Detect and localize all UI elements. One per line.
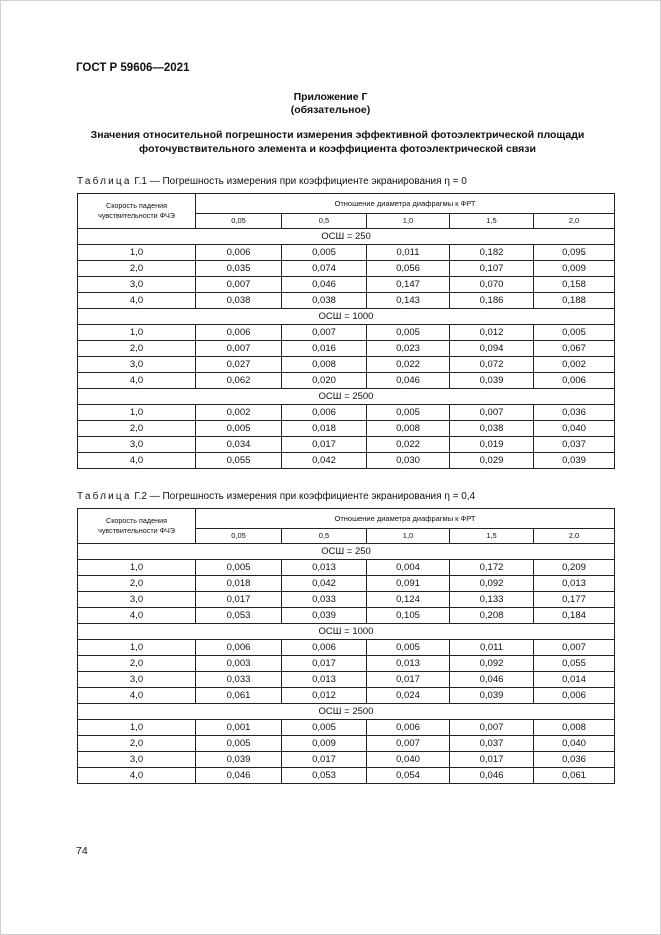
value-cell: 0,029 <box>450 453 534 469</box>
value-cell: 0,092 <box>450 656 534 672</box>
diameter-cell: 2,0 <box>534 529 615 544</box>
value-cell: 0,039 <box>196 752 282 768</box>
value-cell: 0,092 <box>450 576 534 592</box>
value-cell: 0,184 <box>534 608 615 624</box>
value-cell: 0,046 <box>450 672 534 688</box>
value-cell: 0,055 <box>196 453 282 469</box>
value-cell: 0,009 <box>534 261 615 277</box>
rate-cell: 1,0 <box>78 640 196 656</box>
value-cell: 0,001 <box>196 720 282 736</box>
value-cell: 0,037 <box>534 437 615 453</box>
value-cell: 0,208 <box>450 608 534 624</box>
rate-cell: 3,0 <box>78 672 196 688</box>
value-cell: 0,046 <box>367 373 450 389</box>
table-row <box>78 261 615 277</box>
table-row <box>78 293 615 309</box>
value-cell: 0,053 <box>196 608 282 624</box>
rate-cell: 3,0 <box>78 592 196 608</box>
row-header-cell: Скорость падения чувствительности ФЧЭ <box>78 194 196 229</box>
rate-cell: 2,0 <box>78 341 196 357</box>
value-cell: 0,182 <box>450 245 534 261</box>
table-row <box>78 405 615 421</box>
rate-cell: 4,0 <box>78 453 196 469</box>
value-cell: 0,033 <box>196 672 282 688</box>
value-cell: 0,039 <box>534 453 615 469</box>
group-row <box>78 704 615 720</box>
rate-cell: 4,0 <box>78 688 196 704</box>
rate-cell: 1,0 <box>78 720 196 736</box>
diameter-cell: 1,0 <box>367 214 450 229</box>
page-number: 74 <box>76 845 88 857</box>
value-cell: 0,042 <box>282 453 367 469</box>
value-cell: 0,124 <box>367 592 450 608</box>
value-cell: 0,005 <box>534 325 615 341</box>
diameter-cell: 0,5 <box>282 214 367 229</box>
row-header-cell: Скорость падения чувствительности ФЧЭ <box>78 509 196 544</box>
value-cell: 0,186 <box>450 293 534 309</box>
rate-cell: 2,0 <box>78 576 196 592</box>
rate-cell: 1,0 <box>78 325 196 341</box>
value-cell: 0,005 <box>367 405 450 421</box>
appendix-label: Приложение Г <box>293 91 368 103</box>
value-cell: 0,033 <box>282 592 367 608</box>
group-label-cell: ОСШ = 2500 <box>78 704 615 720</box>
value-cell: 0,006 <box>534 688 615 704</box>
diameter-cell: 1,0 <box>367 529 450 544</box>
value-cell: 0,006 <box>282 405 367 421</box>
value-cell: 0,070 <box>450 277 534 293</box>
value-cell: 0,036 <box>534 752 615 768</box>
value-cell: 0,091 <box>367 576 450 592</box>
table-row <box>78 576 615 592</box>
value-cell: 0,013 <box>282 672 367 688</box>
value-cell: 0,054 <box>367 768 450 784</box>
value-cell: 0,020 <box>282 373 367 389</box>
value-cell: 0,056 <box>367 261 450 277</box>
value-cell: 0,039 <box>282 608 367 624</box>
value-cell: 0,006 <box>282 640 367 656</box>
appendix-title <box>0 91 661 117</box>
group-row <box>78 544 615 560</box>
appendix-status: (обязательное) <box>290 104 371 116</box>
rate-cell: 4,0 <box>78 293 196 309</box>
table-row <box>78 752 615 768</box>
value-cell: 0,017 <box>196 592 282 608</box>
value-cell: 0,017 <box>450 752 534 768</box>
value-cell: 0,040 <box>534 736 615 752</box>
table-g2 <box>77 508 615 784</box>
value-cell: 0,188 <box>534 293 615 309</box>
table-row <box>78 341 615 357</box>
table-row <box>78 608 615 624</box>
diameter-cell: 0,05 <box>196 214 282 229</box>
group-row <box>78 229 615 245</box>
value-cell: 0,018 <box>282 421 367 437</box>
value-cell: 0,007 <box>196 277 282 293</box>
value-cell: 0,018 <box>196 576 282 592</box>
value-cell: 0,005 <box>282 720 367 736</box>
diameter-cell: 0,5 <box>282 529 367 544</box>
value-cell: 0,017 <box>282 752 367 768</box>
rate-cell: 1,0 <box>78 405 196 421</box>
value-cell: 0,007 <box>282 325 367 341</box>
value-cell: 0,017 <box>367 672 450 688</box>
table-row <box>78 437 615 453</box>
group-row <box>78 309 615 325</box>
section-title-line1: Значения относительной погрешности измерения эффективной фотоэлектрической площади <box>90 129 585 141</box>
value-cell: 0,023 <box>367 341 450 357</box>
table-row <box>78 357 615 373</box>
value-cell: 0,002 <box>534 357 615 373</box>
value-cell: 0,172 <box>450 560 534 576</box>
column-header-cell: Отношение диаметра диафрагмы к ФРТ <box>196 194 615 214</box>
group-label-cell: ОСШ = 250 <box>78 544 615 560</box>
table-row <box>78 592 615 608</box>
standard-header: ГОСТ Р 59606—2021 <box>76 62 190 74</box>
table-row <box>78 560 615 576</box>
value-cell: 0,107 <box>450 261 534 277</box>
value-cell: 0,062 <box>196 373 282 389</box>
value-cell: 0,143 <box>367 293 450 309</box>
group-row <box>78 389 615 405</box>
value-cell: 0,105 <box>367 608 450 624</box>
table-row <box>78 325 615 341</box>
value-cell: 0,011 <box>450 640 534 656</box>
value-cell: 0,007 <box>450 405 534 421</box>
value-cell: 0,030 <box>367 453 450 469</box>
rate-cell: 4,0 <box>78 768 196 784</box>
value-cell: 0,094 <box>450 341 534 357</box>
rate-cell: 3,0 <box>78 752 196 768</box>
value-cell: 0,158 <box>534 277 615 293</box>
rate-cell: 4,0 <box>78 608 196 624</box>
value-cell: 0,095 <box>534 245 615 261</box>
section-title-line2: фоточувствительного элемента и коэффициента фотоэлектрической связи <box>139 143 536 155</box>
rate-cell: 2,0 <box>78 421 196 437</box>
value-cell: 0,067 <box>534 341 615 357</box>
diameter-cell: 1,5 <box>450 214 534 229</box>
value-cell: 0,036 <box>534 405 615 421</box>
value-cell: 0,046 <box>450 768 534 784</box>
value-cell: 0,014 <box>534 672 615 688</box>
value-cell: 0,007 <box>196 341 282 357</box>
value-cell: 0,013 <box>367 656 450 672</box>
table-row <box>78 672 615 688</box>
value-cell: 0,004 <box>367 560 450 576</box>
table-row <box>78 656 615 672</box>
value-cell: 0,011 <box>367 245 450 261</box>
value-cell: 0,039 <box>450 688 534 704</box>
group-label-cell: ОСШ = 1000 <box>78 624 615 640</box>
table-row <box>78 277 615 293</box>
value-cell: 0,005 <box>196 421 282 437</box>
diameter-cell: 0,05 <box>196 529 282 544</box>
value-cell: 0,009 <box>282 736 367 752</box>
group-row <box>78 624 615 640</box>
value-cell: 0,019 <box>450 437 534 453</box>
rate-cell: 1,0 <box>78 560 196 576</box>
section-title <box>60 128 615 156</box>
value-cell: 0,012 <box>450 325 534 341</box>
value-cell: 0,209 <box>534 560 615 576</box>
table-g2-caption <box>77 491 475 502</box>
value-cell: 0,040 <box>367 752 450 768</box>
value-cell: 0,074 <box>282 261 367 277</box>
value-cell: 0,038 <box>196 293 282 309</box>
table-row <box>78 736 615 752</box>
table-g1-caption-prefix: Таблица <box>77 176 132 187</box>
table-row <box>78 640 615 656</box>
column-header-cell: Отношение диаметра диафрагмы к ФРТ <box>196 509 615 529</box>
value-cell: 0,061 <box>534 768 615 784</box>
table-row <box>78 453 615 469</box>
value-cell: 0,007 <box>534 640 615 656</box>
rate-cell: 2,0 <box>78 656 196 672</box>
table-row <box>78 245 615 261</box>
table-g1 <box>77 193 615 469</box>
value-cell: 0,005 <box>282 245 367 261</box>
value-cell: 0,055 <box>534 656 615 672</box>
table-g2-caption-prefix: Таблица <box>77 491 132 502</box>
value-cell: 0,147 <box>367 277 450 293</box>
table-g2-caption-text: Г.2 — Погрешность измерения при коэффициенте экранирования η = 0,4 <box>131 491 476 502</box>
table-g1-caption-text: Г.1 — Погрешность измерения при коэффициенте экранирования η = 0 <box>131 176 467 187</box>
group-label-cell: ОСШ = 250 <box>78 229 615 245</box>
value-cell: 0,046 <box>282 277 367 293</box>
rate-cell: 3,0 <box>78 277 196 293</box>
value-cell: 0,022 <box>367 357 450 373</box>
value-cell: 0,177 <box>534 592 615 608</box>
value-cell: 0,008 <box>282 357 367 373</box>
rate-cell: 1,0 <box>78 245 196 261</box>
value-cell: 0,039 <box>450 373 534 389</box>
value-cell: 0,038 <box>282 293 367 309</box>
value-cell: 0,042 <box>282 576 367 592</box>
value-cell: 0,008 <box>534 720 615 736</box>
value-cell: 0,013 <box>282 560 367 576</box>
value-cell: 0,006 <box>367 720 450 736</box>
group-label-cell: ОСШ = 2500 <box>78 389 615 405</box>
value-cell: 0,005 <box>196 736 282 752</box>
rate-cell: 4,0 <box>78 373 196 389</box>
diameter-cell: 1,5 <box>450 529 534 544</box>
value-cell: 0,053 <box>282 768 367 784</box>
value-cell: 0,022 <box>367 437 450 453</box>
table-row <box>78 720 615 736</box>
value-cell: 0,002 <box>196 405 282 421</box>
value-cell: 0,007 <box>367 736 450 752</box>
group-label-cell: ОСШ = 1000 <box>78 309 615 325</box>
value-cell: 0,007 <box>450 720 534 736</box>
value-cell: 0,012 <box>282 688 367 704</box>
rate-cell: 2,0 <box>78 261 196 277</box>
value-cell: 0,005 <box>367 640 450 656</box>
table-row <box>78 421 615 437</box>
table-row <box>78 373 615 389</box>
value-cell: 0,006 <box>196 325 282 341</box>
table-row <box>78 768 615 784</box>
rate-cell: 3,0 <box>78 357 196 373</box>
value-cell: 0,013 <box>534 576 615 592</box>
value-cell: 0,035 <box>196 261 282 277</box>
value-cell: 0,008 <box>367 421 450 437</box>
value-cell: 0,017 <box>282 656 367 672</box>
value-cell: 0,061 <box>196 688 282 704</box>
header-row <box>78 194 615 214</box>
value-cell: 0,006 <box>196 245 282 261</box>
value-cell: 0,133 <box>450 592 534 608</box>
value-cell: 0,046 <box>196 768 282 784</box>
value-cell: 0,005 <box>367 325 450 341</box>
rate-cell: 2,0 <box>78 736 196 752</box>
header-row <box>78 509 615 529</box>
value-cell: 0,072 <box>450 357 534 373</box>
value-cell: 0,027 <box>196 357 282 373</box>
table-g1-caption <box>77 176 467 187</box>
value-cell: 0,017 <box>282 437 367 453</box>
value-cell: 0,003 <box>196 656 282 672</box>
value-cell: 0,040 <box>534 421 615 437</box>
value-cell: 0,016 <box>282 341 367 357</box>
value-cell: 0,038 <box>450 421 534 437</box>
value-cell: 0,005 <box>196 560 282 576</box>
value-cell: 0,024 <box>367 688 450 704</box>
diameter-cell: 2,0 <box>534 214 615 229</box>
rate-cell: 3,0 <box>78 437 196 453</box>
value-cell: 0,037 <box>450 736 534 752</box>
value-cell: 0,006 <box>534 373 615 389</box>
value-cell: 0,006 <box>196 640 282 656</box>
value-cell: 0,034 <box>196 437 282 453</box>
table-row <box>78 688 615 704</box>
